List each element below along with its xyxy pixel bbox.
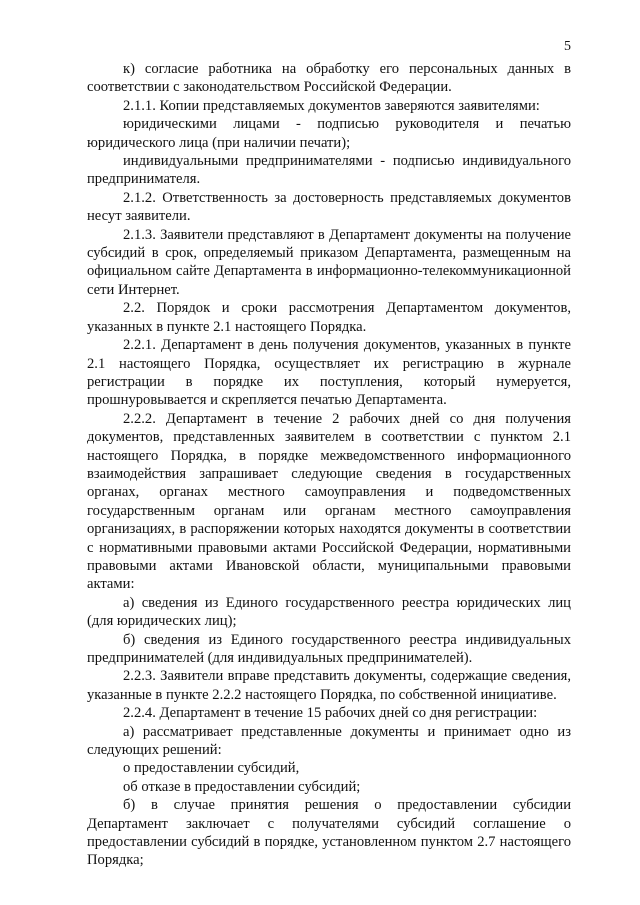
paragraph: о предоставлении субсидий,: [123, 760, 300, 777]
paragraph: юридическими лицами - подписью руководителя и печатью юридического лица (при наличии печати);: [87, 116, 571, 151]
paragraph: индивидуальными предпринимателями - подписью индивидуального предпринимателя.: [87, 153, 571, 188]
page-number: 5: [564, 39, 571, 54]
paragraph: 2.2. Порядок и сроки рассмотрения Департаментом документов, указанных в пункте 2.1 настоящего Порядка.: [87, 300, 571, 335]
paragraph: 2.2.3. Заявители вправе представить документы, содержащие сведения, указанные в пункте 2.2.2 настоящего Порядка, по собственной инициативе.: [87, 668, 571, 703]
paragraph: к) согласие работника на обработку его персональных данных в соответствии с законодательством Российской Федерации.: [87, 61, 571, 96]
paragraph: 2.1.1. Копии представляемых документов заверяются заявителями:: [123, 97, 540, 114]
paragraph: а) рассматривает представленные документы и принимает одно из следующих решений:: [87, 723, 571, 759]
paragraph: 2.2.1. Департамент в день получения документов, указанных в пункте 2.1 настоящего Порядка, осуществляет их регистрацию в журнале регистрации в порядке их поступления, который нумеруется, прошнуровывается и скрепляется печатью Департамента.: [87, 337, 571, 409]
paragraph: а) сведения из Единого государственного реестра юридических лиц (для юридических лиц);: [87, 594, 571, 630]
paragraph: б) в случае принятия решения о предоставлении субсидии Департамент заключает с получателями субсидий соглашение о предоставлении субсидий в порядке, установленном пунктом 2.7 настоящего Порядка;: [87, 797, 571, 869]
paragraph: б) сведения из Единого государственного реестра индивидуальных предпринимателей (для индивидуальных предпринимателей).: [87, 631, 571, 666]
paragraph: 2.1.2. Ответственность за достоверность представляемых документов несут заявители.: [87, 189, 571, 225]
paragraph: 2.2.4. Департамент в течение 15 рабочих дней со дня регистрации:: [123, 705, 538, 722]
paragraph: 2.2.2. Департамент в течение 2 рабочих дней со дня получения документов, представленных заявителем в соответствии с пунктом 2.1 настоящего Порядка, в порядке межведомственного информационного взаимодействия запрашивает следующие сведения в государственных органах, органах местного самоуправления и подведомственных государственным органам или органам местного самоуправления организациях, в распоряжении которых находятся документы в соответствии с нормативными правовыми актами Российской Федерации, нормативными правовыми актами Ивановской области, муниципальными правовыми актами:: [87, 410, 571, 593]
paragraph: об отказе в предоставлении субсидий;: [123, 778, 361, 795]
document-body: [87, 60, 571, 870]
paragraph: 2.1.3. Заявители представляют в Департамент документы на получение субсидий в срок, определяемый приказом Департамента, размещенным на официальном сайте Департамента в информационно-телекоммуникационной сети Интернет.: [87, 226, 571, 298]
